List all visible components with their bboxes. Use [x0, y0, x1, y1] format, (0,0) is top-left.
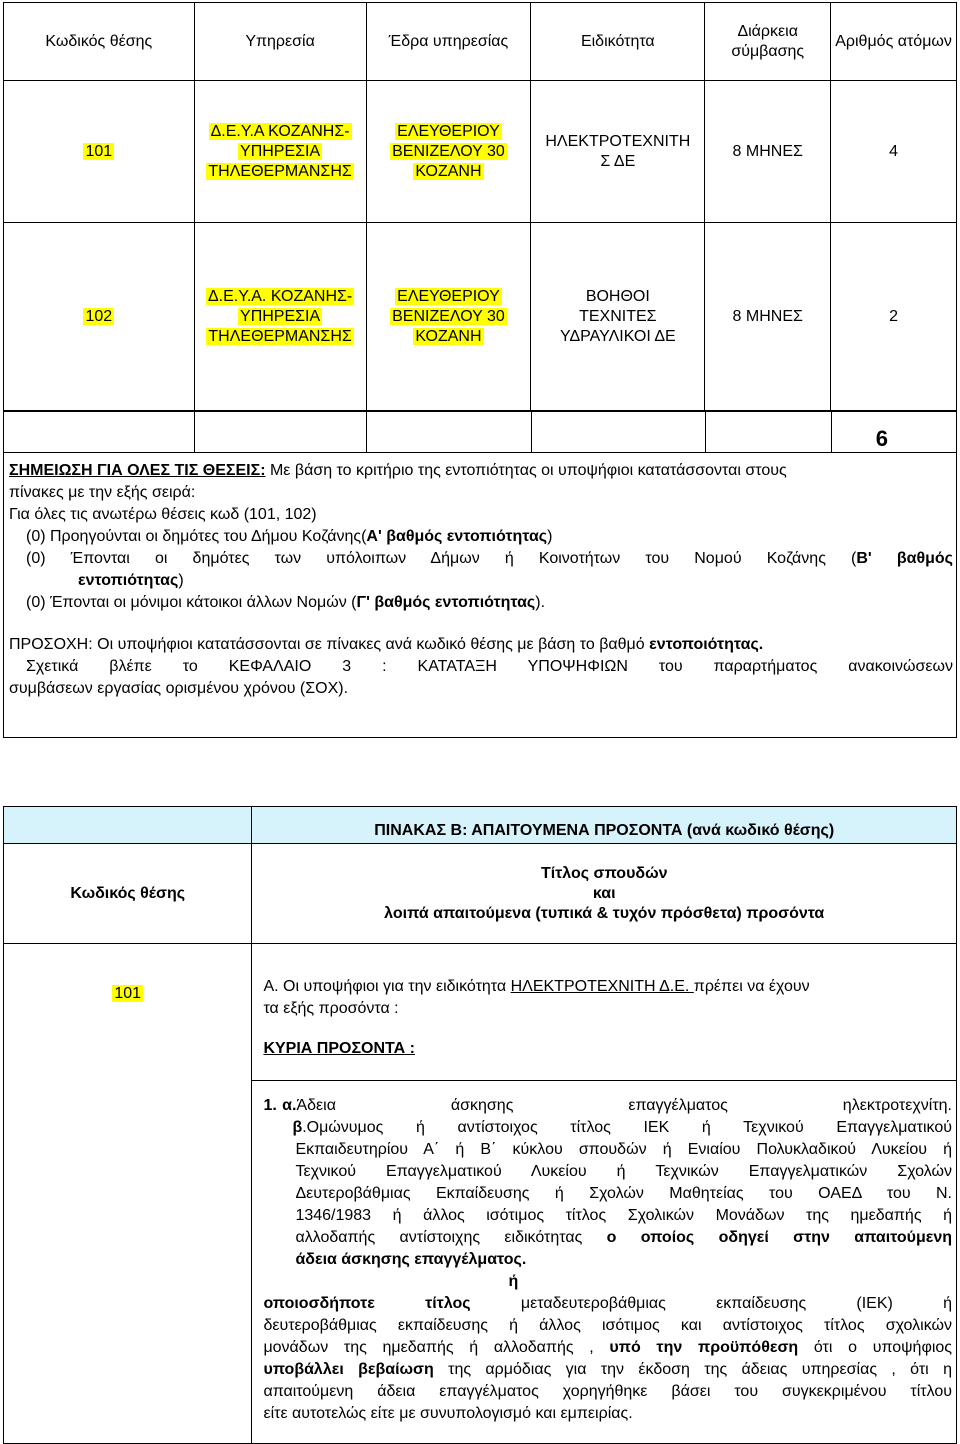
row-count: 2 — [831, 223, 957, 411]
divider — [705, 412, 706, 452]
divider — [252, 1080, 956, 1081]
row-duration: 8 ΜΗΝΕΣ — [705, 81, 831, 223]
qualification-b: β.Ομώνυμος ή αντίστοιχος τίτλος ΙΕΚ ή Τεχνικού Επαγγελματικού Εκπαιδευτηρίου Α΄ ή Β΄ κύκλου σπουδών ή Ενιαίου Πολυκλαδικού Λυκείου ή Τεχνικού Επαγγελματικού Λυκείου ή Τεχνικών Επαγγελματικών Σχολών Δευτεροβάθμιας Εκπαίδευσης ή Σχολών Μαθητείας του ΟΑΕΔ του Ν. 1346/1983 ή άλλος ισότιμος τίτλος Σχολικών Μονάδων της ημεδαπής ή αλλοδαπής αντίστοιχης ειδικότητας ο οποίος οδηγεί στην απαιτούμενη άδεια άσκησης επαγγέλματος. — [292, 1119, 953, 1268]
header-specialty: Ειδικότητα — [531, 3, 705, 81]
notes-item: (0) Έπονται οι μόνιμοι κάτοικοι άλλων Νομών (Γ' βαθμός εντοπιότητας). — [26, 594, 546, 611]
row-specialty: ΒΟΗΘΟΙ ΤΕΧΝΙΤΕΣ ΥΔΡΑΥΛΙΚΟΙ ΔΕ — [531, 223, 705, 411]
notes-line: πίνακες με την εξής σειρά: — [9, 484, 196, 501]
notes-title: ΣΗΜΕΙΩΣΗ ΓΙΑ ΟΛΕΣ ΤΙΣ ΘΕΣΕΙΣ: — [9, 462, 266, 479]
header-service: Υπηρεσία — [194, 3, 366, 81]
row-code: 101 — [4, 81, 195, 223]
table-title: ΠΙΝΑΚΑΣ Β: ΑΠΑΙΤΟΥΜΕΝΑ ΠΡΟΣΟΝΤΑ (ανά κωδικό θέσης) — [252, 807, 957, 844]
table-row — [4, 81, 957, 223]
header-seat: Έδρα υπηρεσίας — [366, 3, 531, 81]
qualifications-table — [3, 806, 957, 1444]
notes-item-cont: εντοπιότητας) — [78, 572, 184, 589]
notes-line: ΣΗΜΕΙΩΣΗ ΓΙΑ ΟΛΕΣ ΤΙΣ ΘΕΣΕΙΣ: Με βάση το κριτήριο της εντοπιότητας οι υποψήφιοι κατατάσσονται στους — [9, 462, 787, 479]
header-count: Αριθμός ατόμων — [831, 3, 957, 81]
row-service: Δ.Ε.Υ.Α. ΚΟΖΑΝΗΣ- ΥΠΗΡΕΣΙΑ ΤΗΛΕΘΕΡΜΑΝΣΗΣ — [194, 223, 366, 411]
row-specialty: ΗΛΕΚΤΡΟΤΕΧΝΙΤΗ Σ ΔΕ — [531, 81, 705, 223]
header-qualifications: Τίτλος σπουδών και λοιπά απαιτούμενα (τυπικά & τυχόν πρόσθετα) προσόντα — [252, 844, 957, 944]
header-code: Κωδικός θέσης — [4, 3, 195, 81]
divider — [831, 412, 832, 452]
positions-table — [3, 2, 957, 411]
notes-item: (0) Προηγούνται οι δημότες του Δήμου Κοζάνης(Α' βαθμός εντοπιότητας) — [26, 528, 553, 545]
notes-item: (0) Έπονται οι δημότες των υπόλοιπων Δήμων ή Κοινοτήτων του Νομού Κοζάνης (Β' βαθμός — [26, 550, 953, 567]
or-separator: ή — [508, 1273, 519, 1290]
qualification-c: οποιοσδήποτε τίτλος μεταδευτεροβάθμιας εκπαίδευσης (ΙΕΚ) ή δευτεροβάθμιας εκπαίδευσης ή άλλος ισότιμος και αντίστοιχος τίτλος σχολικών μονάδων της ημεδαπής ή αλλοδαπής , υπό την προϋπόθεση ότι ο υποψήφιος υποβάλλει βεβαίωση της αρμόδιας για την έκδοση της άδειας υπηρεσίας , ότι η απαιτούμενη άδεια επαγγέλματος χορηγήθηκε βάσει του συγκεκριμένου τίτλου είτε αυτοτελώς είτε με συνυπολογισμό και εμπειρίας. — [263, 1295, 952, 1422]
notes-box — [3, 411, 957, 738]
see-also-line: συμβάσεων εργασίας ορισμένου χρόνου (ΣΟΧ). — [9, 680, 349, 697]
row-count: 4 — [831, 81, 957, 223]
notes-body — [9, 460, 953, 700]
row-code: 101 — [4, 944, 252, 1444]
qualification-a: 1. α. Άδεια άσκησης επαγγέλματος ηλεκτροτεχνίτη. — [263, 1097, 952, 1114]
row-seat: ΕΛΕΥΘΕΡΙΟΥ ΒΕΝΙΖΕΛΟΥ 30 ΚΟΖΑΝΗ — [366, 81, 531, 223]
notes-line: Για όλες τις ανωτέρω θέσεις κωδ (101, 102) — [9, 506, 317, 523]
attention-line: ΠΡΟΣΟΧΗ: Οι υποψήφιοι κατατάσσονται σε πίνακες ανά κωδικό θέσης με βάση το βαθμό εντοποιότητας. — [9, 636, 764, 653]
page-number: 6 — [875, 426, 888, 451]
header-code: Κωδικός θέσης — [4, 844, 252, 944]
table-header-row — [4, 3, 957, 81]
divider — [194, 412, 195, 452]
row-service: Δ.Ε.Υ.Α ΚΟΖΑΝΗΣ- ΥΠΗΡΕΣΙΑ ΤΗΛΕΘΕΡΜΑΝΣΗΣ — [194, 81, 366, 223]
divider — [531, 412, 532, 452]
main-qualifications-heading: ΚΥΡΙΑ ΠΡΟΣΟΝΤΑ : — [263, 1040, 415, 1057]
header-bar-left — [4, 807, 252, 844]
row-seat: ΕΛΕΥΘΕΡΙΟΥ ΒΕΝΙΖΕΛΟΥ 30 ΚΟΖΑΝΗ — [366, 223, 531, 411]
table-row — [4, 223, 957, 411]
row-code: 102 — [4, 223, 195, 411]
notes-top-strip — [4, 412, 956, 453]
row-duration: 8 ΜΗΝΕΣ — [705, 223, 831, 411]
intro-line: Α. Οι υποψήφιοι για την ειδικότητα ΗΛΕΚΤΡΟΤΕΧΝΙΤΗ Δ.Ε. πρέπει να έχουν τα εξής προσόντα : — [263, 978, 810, 1017]
row-qualifications — [252, 944, 957, 1444]
table-header-row — [4, 844, 957, 944]
divider — [366, 412, 367, 452]
see-also-line: Σχετικά βλέπε το ΚΕΦΑΛΑΙΟ 3 : ΚΑΤΑΤΑΞΗ ΥΠΟΨΗΦΙΩΝ του παραρτήματος ανακοινώσεων — [26, 658, 953, 675]
table-row — [4, 944, 957, 1444]
header-duration: Διάρκεια σύμβασης — [705, 3, 831, 81]
